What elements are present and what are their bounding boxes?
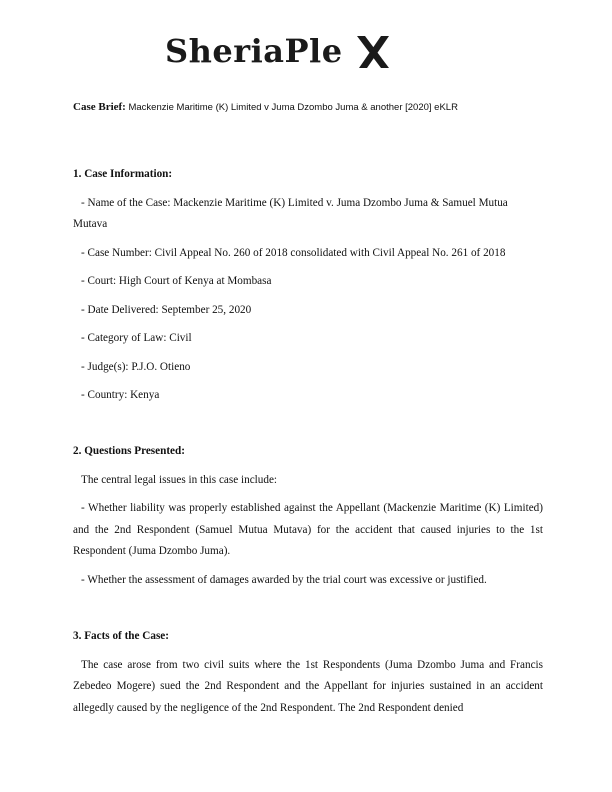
section-facts — [73, 626, 543, 719]
judges-item: - Judge(s): P.J.O. Otieno — [81, 360, 191, 373]
section-heading: 1. Case Information: — [73, 168, 173, 180]
date-delivered-item: - Date Delivered: September 25, 2020 — [81, 303, 252, 316]
case-name-item: - Name of the Case: Mackenzie Maritime (K) Limited v. Juma Dzombo Juma & Samuel Mutua Mutava — [73, 196, 508, 230]
section-heading: 3. Facts of the Case: — [73, 630, 170, 642]
x-mark-logo-icon — [355, 30, 391, 74]
facts-paragraph: The case arose from two civil suits where the 1st Respondents (Juma Dzombo Juma and Francis Zebedeo Mogere) sued the 2nd Respondent and the Appellant for injuries sustained in an accident allegedly caused by the negligence of the 2nd Respondent. The 2nd Respondent denied — [73, 658, 543, 714]
logo-text: SheriaPle — [165, 32, 343, 70]
case-brief-label: Case Brief: — [73, 101, 126, 113]
sheriaplex-logo — [165, 30, 395, 78]
section-case-information — [73, 164, 543, 407]
category-item: - Category of Law: Civil — [81, 332, 192, 344]
case-number-item: - Case Number: Civil Appeal No. 260 of 2018 consolidated with Civil Appeal No. 261 of 2018 — [81, 246, 506, 259]
section-questions-presented — [73, 441, 543, 591]
question-damages: - Whether the assessment of damages awarded by the trial court was excessive or justified. — [81, 573, 487, 586]
country-item: - Country: Kenya — [81, 389, 160, 401]
case-brief-title: Mackenzie Maritime (K) Limited v Juma Dzombo Juma & another [2020] eKLR — [128, 102, 458, 113]
questions-intro: The central legal issues in this case include: — [81, 473, 278, 486]
section-heading: 2. Questions Presented: — [73, 445, 185, 457]
court-item: - Court: High Court of Kenya at Mombasa — [81, 275, 272, 287]
question-liability: - Whether liability was properly established against the Appellant (Mackenzie Maritime (K) Limited) and the 2nd Respondent (Samuel Mutua Mutava) for the accident that caused injuries to the 1st Respondent (Juma Dzombo Juma). — [73, 502, 543, 557]
case-brief-line — [73, 101, 458, 113]
